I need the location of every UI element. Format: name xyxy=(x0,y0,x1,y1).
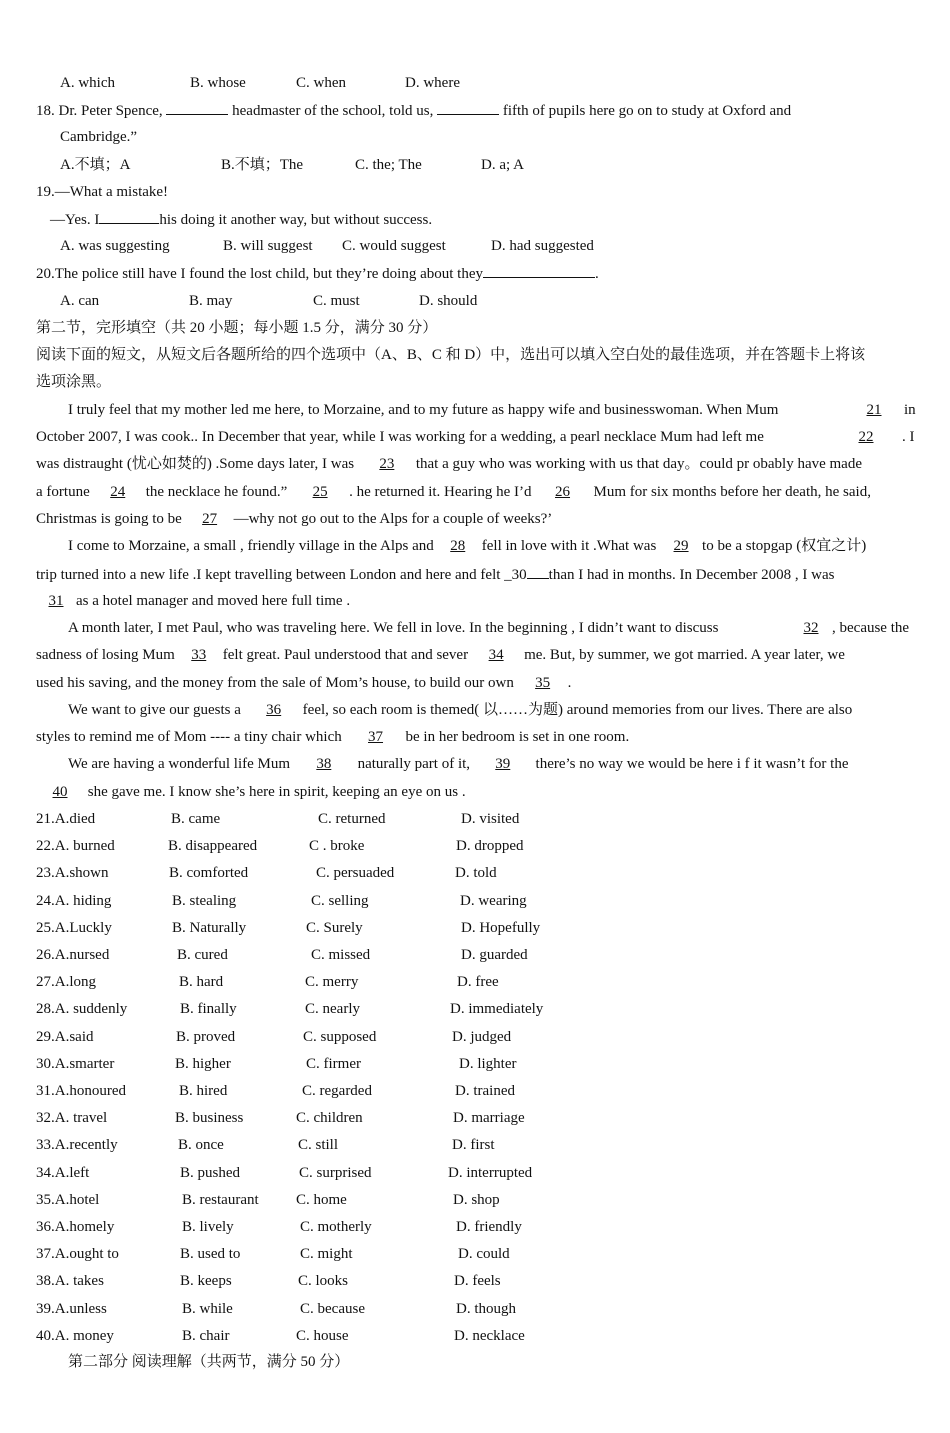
passage-line: I come to Morzaine, a small , friendly village in the Alps and 28 fell in love with it .What was 29 to be a stopgap (权宜之计) xyxy=(68,538,867,554)
option-40-c: C. house xyxy=(296,1327,349,1344)
option-38-d: D. feels xyxy=(454,1273,501,1290)
option-38-a: 38.A. takes xyxy=(36,1273,104,1290)
option-34-d: D. interrupted xyxy=(448,1164,533,1181)
option-30-d: D. lighter xyxy=(459,1055,517,1072)
option-25-c: C. Surely xyxy=(306,919,363,936)
blank-37: 37 xyxy=(368,729,384,745)
option-27-a: 27.A.long xyxy=(36,974,96,991)
option-37-d: D. could xyxy=(458,1246,510,1263)
option-32-a: 32.A. travel xyxy=(36,1110,108,1127)
passage-line: in xyxy=(904,402,916,418)
passage-line: 40 she gave me. I know she’s here in spirit, keeping an eye on us . xyxy=(36,782,466,802)
passage-line: a fortune 24 the necklace he found.” 25 . he returned it. Hearing he I’d 26 Mum for six months before her death, he said, xyxy=(36,484,871,500)
passage-line: 32 , because the xyxy=(790,618,909,638)
option-23-d: D. told xyxy=(455,865,497,882)
option-27-d: D. free xyxy=(457,974,499,991)
option-28-b: B. finally xyxy=(180,1001,237,1018)
passage-line: trip turned into a new life .I kept travelling between London and here and felt _30 than I had in months. In December 2008 , I was xyxy=(36,564,834,585)
option-29-d: D. judged xyxy=(452,1028,512,1045)
option-26-d: D. guarded xyxy=(461,947,528,963)
option-33-c: C. still xyxy=(298,1137,339,1154)
option-24-b: B. stealing xyxy=(172,892,237,909)
section2-instructions-cont: 选项涂黑。 xyxy=(36,374,112,390)
option-40-a: 40.A. money xyxy=(36,1327,114,1344)
option-26-c: C. missed xyxy=(311,947,371,963)
option-22-b: B. disappeared xyxy=(168,838,258,855)
option-37-a: 37.A.ought to xyxy=(36,1246,119,1263)
section2-title: 第二节，完形填空（共 20 小题；每小题 1.5 分，满分 30 分） xyxy=(36,320,438,336)
passage-line: A month later, I met Paul, who was traveling here. We fell in love. In the beginning , I didn’t want to discuss xyxy=(68,620,719,636)
option-23-a: 23.A.shown xyxy=(36,865,109,882)
blank-24: 24 xyxy=(110,484,126,500)
passage-line: sadness of losing Mum 33 felt great. Paul understood that and sever 34 me. But, by summer, we got married. A year later, we xyxy=(36,647,845,663)
q17-option-c: C. when xyxy=(296,75,346,91)
q17-option-b: B. whose xyxy=(190,75,246,91)
q18-option-c: C. the; The xyxy=(355,157,422,173)
passage-line: used his saving, and the money from the sale of Mom’s house, to build our own 35 . xyxy=(36,675,572,691)
option-34-b: B. pushed xyxy=(180,1164,240,1181)
option-34-c: C. surprised xyxy=(299,1164,372,1181)
blank-26: 26 xyxy=(555,484,571,500)
q19-option-d: D. had suggested xyxy=(491,238,594,254)
passage-line: Christmas is going to be 27 —why not go out to the Alps for a couple of weeks?’ xyxy=(36,511,553,527)
blank-36: 36 xyxy=(266,702,282,718)
q18-option-d: D. a; A xyxy=(481,157,524,173)
option-30-c: C. firmer xyxy=(306,1055,361,1072)
passage-line: October 2007, I was cook.. In December that year, while I was working for a wedding, a pearl necklace Mum had left me xyxy=(36,429,764,445)
option-39-b: B. while xyxy=(182,1300,233,1317)
option-32-b: B. business xyxy=(175,1110,244,1127)
option-21-b: B. came xyxy=(171,811,221,827)
passage-line: styles to remind me of Mom ---- a tiny chair which 37 be in her bedroom is set in one room. xyxy=(36,729,630,745)
option-33-b: B. once xyxy=(178,1137,224,1154)
option-25-a: 25.A.Luckly xyxy=(36,919,112,936)
option-36-c: C. motherly xyxy=(300,1219,372,1235)
q19-option-b: B. will suggest xyxy=(223,238,313,254)
passage-line: . I xyxy=(902,429,915,445)
option-40-b: B. chair xyxy=(182,1327,230,1344)
q17-option-a: A. which xyxy=(60,75,115,91)
option-38-c: C. looks xyxy=(298,1273,349,1290)
option-28-d: D. immediately xyxy=(450,1001,544,1018)
option-37-b: B. used to xyxy=(180,1246,241,1263)
option-37-c: C. might xyxy=(300,1246,353,1263)
q19-option-c: C. would suggest xyxy=(342,238,446,254)
option-31-a: 31.A.honoured xyxy=(36,1083,126,1099)
option-29-a: 29.A.said xyxy=(36,1028,94,1045)
blank-27: 27 xyxy=(202,511,218,527)
option-28-c: C. nearly xyxy=(305,1001,360,1018)
option-35-d: D. shop xyxy=(453,1191,500,1208)
blank-32: 32 xyxy=(803,620,819,636)
option-21-c: C. returned xyxy=(318,811,386,827)
q20-option-c: C. must xyxy=(313,293,360,309)
option-24-a: 24.A. hiding xyxy=(36,892,112,909)
q18-option-a: A.不填；A xyxy=(60,157,131,173)
option-26-a: 26.A.nursed xyxy=(36,947,110,963)
option-21-a: 21.A.died xyxy=(36,811,96,827)
blank-28: 28 xyxy=(450,538,466,554)
blank-40: 40 xyxy=(52,784,68,800)
blank-31: 31 xyxy=(48,593,64,609)
option-40-d: D. necklace xyxy=(454,1327,525,1344)
passage-line: I truly feel that my mother led me here, to Morzaine, and to my future as happy wife and businesswoman. When Mum xyxy=(68,402,779,418)
passage-line: We want to give our guests a 36 feel, so each room is themed( 以……为题) around memories from our lives. There are also xyxy=(68,702,853,718)
option-30-b: B. higher xyxy=(175,1055,231,1072)
option-38-b: B. keeps xyxy=(180,1273,232,1290)
blank-38: 38 xyxy=(316,756,332,772)
option-22-a: 22.A. burned xyxy=(36,838,115,855)
passage-line: We are having a wonderful life Mum 38 naturally part of it, 39 there’s no way we would be here i f it wasn’t for the xyxy=(68,756,849,772)
blank-33: 33 xyxy=(191,647,207,663)
option-31-d: D. trained xyxy=(455,1083,515,1099)
option-31-c: C. regarded xyxy=(302,1083,372,1099)
passage-line: was distraught (忧心如焚的) .Some days later, I was 23 that a guy who was working with us that day。could pr obably have made xyxy=(36,456,862,472)
blank-22: 22 xyxy=(858,429,874,445)
blank-21: 21 xyxy=(866,402,882,418)
option-22-d: D. dropped xyxy=(456,838,524,855)
option-33-d: D. first xyxy=(452,1137,495,1154)
option-32-c: C. children xyxy=(296,1110,363,1127)
option-30-a: 30.A.smarter xyxy=(36,1055,115,1072)
option-23-c: C. persuaded xyxy=(316,865,395,882)
option-35-b: B. restaurant xyxy=(182,1191,259,1208)
blank-39: 39 xyxy=(495,756,511,772)
option-21-d: D. visited xyxy=(461,811,520,827)
option-28-a: 28.A. suddenly xyxy=(36,1001,128,1018)
option-35-c: C. home xyxy=(296,1191,347,1208)
option-32-d: D. marriage xyxy=(453,1110,525,1127)
section2-instructions: 阅读下面的短文，从短文后各题所给的四个选项中（A、B、C 和 D）中，选出可以填入空白处的最佳选项，并在答题卡上将该 xyxy=(36,347,866,363)
option-25-d: D. Hopefully xyxy=(461,919,541,936)
option-39-c: C. because xyxy=(300,1300,365,1317)
passage-line: 31 as a hotel manager and moved here full time . xyxy=(36,591,350,611)
q20-option-a: A. can xyxy=(60,293,100,309)
option-33-a: 33.A.recently xyxy=(36,1137,118,1154)
option-23-b: B. comforted xyxy=(169,865,249,882)
option-26-b: B. cured xyxy=(177,947,228,963)
blank-30 xyxy=(527,564,549,579)
blank-23: 23 xyxy=(379,456,395,472)
option-39-d: D. though xyxy=(456,1300,516,1317)
option-29-b: B. proved xyxy=(176,1028,236,1045)
option-36-b: B. lively xyxy=(182,1219,234,1235)
q19-stem: 19.—What a mistake! xyxy=(36,184,169,200)
option-22-c: C . broke xyxy=(309,838,365,855)
option-24-d: D. wearing xyxy=(460,892,527,909)
option-35-a: 35.A.hotel xyxy=(36,1191,100,1208)
blank-29: 29 xyxy=(673,538,689,554)
part2-title: 第二部分 阅读理解（共两节，满分 50 分） xyxy=(68,1354,350,1370)
option-27-b: B. hard xyxy=(179,974,224,991)
q19-option-a: A. was suggesting xyxy=(60,238,170,254)
option-24-c: C. selling xyxy=(311,892,369,909)
q20-option-b: B. may xyxy=(189,293,233,309)
q20-option-d: D. should xyxy=(419,293,478,309)
option-31-b: B. hired xyxy=(179,1083,228,1099)
option-34-a: 34.A.left xyxy=(36,1164,90,1181)
q17-option-d: D. where xyxy=(405,75,460,91)
q19-reply: —Yes. I his doing it another way, but without success. xyxy=(50,209,432,230)
blank-35: 35 xyxy=(535,675,551,691)
q18-option-b: B.不填；The xyxy=(221,157,304,173)
option-39-a: 39.A.unless xyxy=(36,1300,107,1317)
blank-25: 25 xyxy=(312,484,328,500)
q18-stem: 18. Dr. Peter Spence, headmaster of the school, told us, fifth of pupils here go on to study at Oxford and xyxy=(36,100,791,121)
option-29-c: C. supposed xyxy=(303,1028,377,1045)
q18-stem-cont: Cambridge.” xyxy=(60,129,138,145)
blank-34: 34 xyxy=(488,647,504,663)
q20-stem: 20.The police still have I found the lost child, but they’re doing about they . xyxy=(36,263,599,284)
option-36-a: 36.A.homely xyxy=(36,1219,115,1235)
option-25-b: B. Naturally xyxy=(172,919,247,936)
option-36-d: D. friendly xyxy=(456,1219,522,1235)
option-27-c: C. merry xyxy=(305,974,359,991)
